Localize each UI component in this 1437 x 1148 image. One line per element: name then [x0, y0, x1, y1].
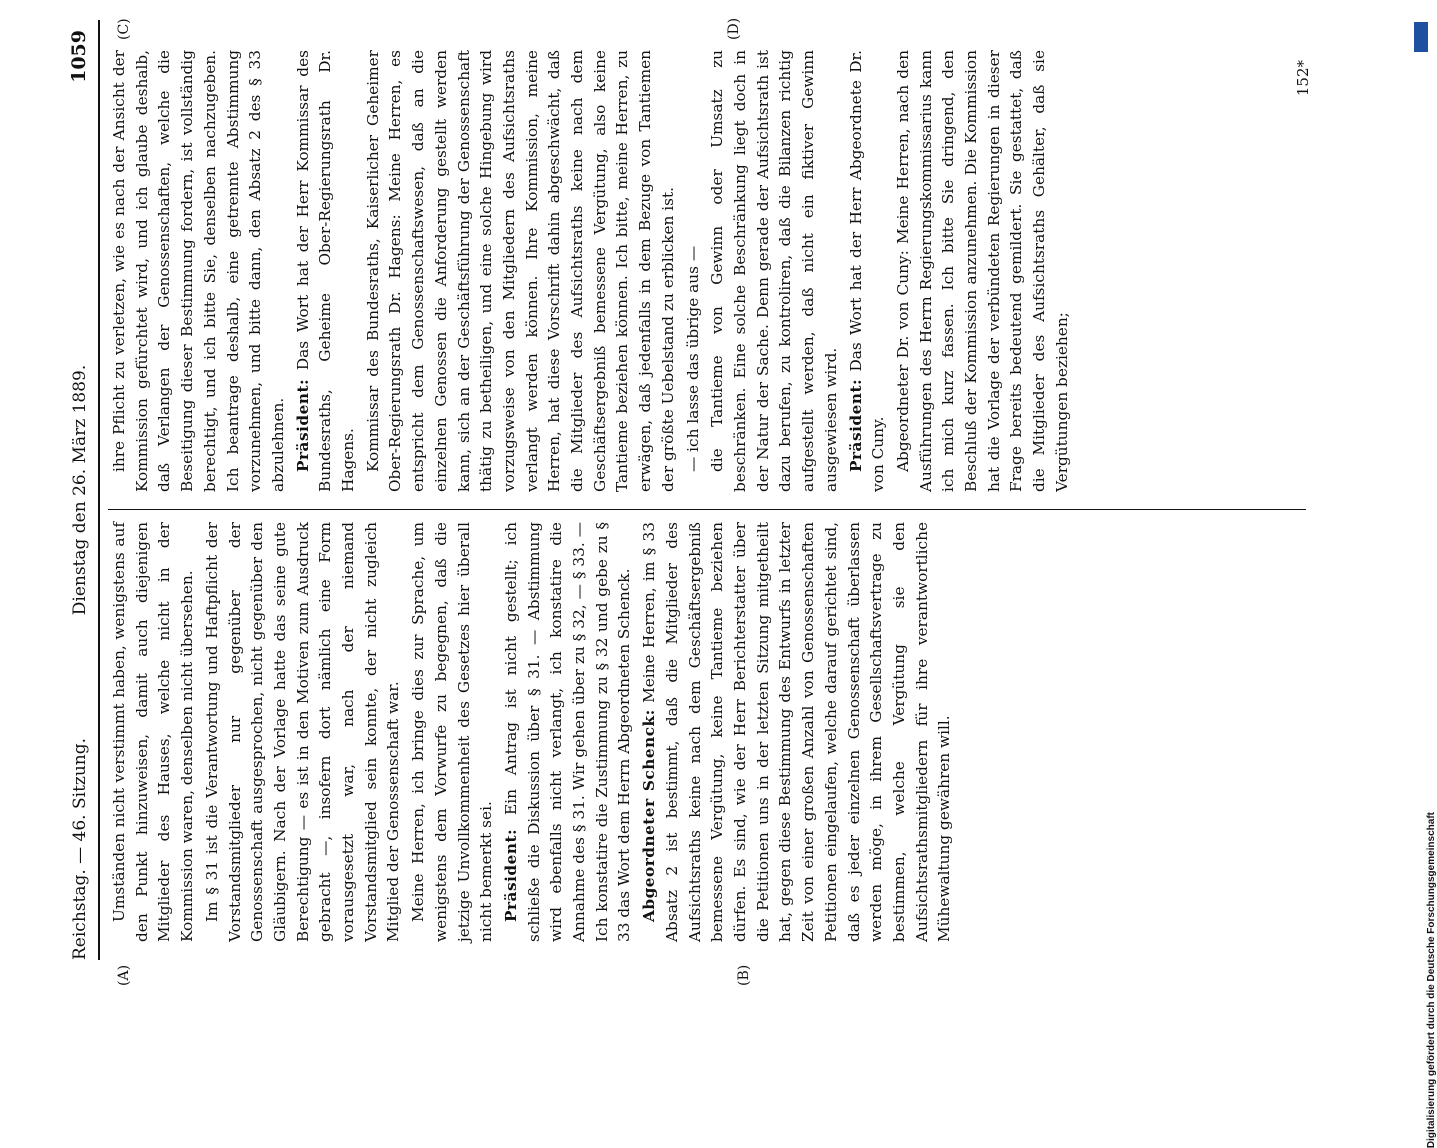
page-number: 1059	[68, 30, 90, 83]
speaker-name: Präsident:	[501, 828, 520, 922]
paragraph-schenck	[638, 522, 956, 942]
right-column	[108, 50, 1076, 492]
margin-marker-a: (A)	[116, 964, 132, 986]
paragraph-cuny	[892, 50, 1074, 492]
speaker-name: Präsident:	[293, 378, 312, 472]
speech-text: Meine Herren, nach den Ausführungen des Herrn Regierungskommissarius kann ich mich kurz fassen. Ich bitte Sie dringend, den Beschluß der Kommission anzunehmen. Die Kommission hat die Vorlage der verbündeten Regierungen in dieser Frage bereits bedeutend gemildert. Sie gestattet, daß die Mitglieder des Aufsichtsraths Gehälter, daß sie Vergütungen beziehen;	[893, 50, 1071, 492]
header-left: Reichstag. — 46. Sitzung.	[70, 737, 90, 960]
speech-text: Das Wort hat der Herr Abgeordnete Dr. von Cuny.	[846, 50, 888, 492]
dfg-credit-text: Digitalisierung gefördert durch die Deutsche Forschungsgemeinschaft	[1426, 812, 1437, 1148]
paragraph: Meine Herren, ich bringe dies zur Sprache, um wenigstens dem Vorwurfe zu begegnen, daß die jetzige Unvollkommenheit des Gesetzes hier überall nicht bemerkt sei.	[409, 522, 496, 942]
paragraph: Umständen nicht verstimmt haben, wenigstens auf den Punkt hinzuweisen, damit auch diejenigen Mitglieder des Hauses, welche nicht in der Kommission waren, denselben nicht übersehen.	[110, 522, 197, 942]
paragraph: die Tantieme von Gewinn oder Umsatz zu beschränken. Eine solche Beschränkung liegt doch in der Natur der Sache. Denn gerade der Aufsichtsrath ist dazu berufen, zu kontroliren, daß die Bilanzen richtig aufgestellt werden, daß nicht ein fiktiver Gewinn ausgewiesen wird.	[708, 50, 840, 492]
footer-signature: 152*	[1294, 60, 1312, 97]
paragraph-president	[845, 50, 890, 492]
margin-marker-b: (B)	[736, 964, 752, 986]
column-divider	[108, 509, 1306, 510]
paragraph-president	[292, 50, 360, 492]
speech-text: Ein Antrag ist nicht gestellt; ich schließe die Diskussion über § 31. — Abstimmung wird ebenfalls nicht verlangt, ich konstatire die Annahme des § 31. Wir gehen über zu § 32, — § 33. — Ich konstatire die Zustimmung zu § 32 und gebe zu § 33 das Wort dem Herrn Abgeordneten Schenck.	[501, 522, 634, 942]
page-header	[64, 20, 100, 960]
paragraph-president	[500, 522, 636, 942]
dfg-logo-icon	[1414, 22, 1428, 52]
speaker-name: Kommissar des Bundesraths, Kaiserlicher Geheimer Ober-Regierungsrath Dr. Hagens:	[363, 50, 405, 492]
speech-text: Meine Herren, es entspricht dem Genossenschaftswesen, daß an die einzelnen Genossen die Anforderung gestellt werden kann, sich an der Geschäftsführung der Genossenschaft thätig zu betheiligen, und eine solche Hingebung wird vorzugsweise von den Mitgliedern des Aufsichtsraths verlangt werden können. Ihre Kommission, meine Herren, hat diese Vorschrift dahin abgeschwächt, daß die Mitglieder des Aufsichtsraths keine nach dem Geschäftsergebniß bemessene Vergütung, also keine Tantieme beziehen können. Ich bitte, meine Herren, zu erwägen, daß jedenfalls in dem Bezuge von Tantiemen der größte Uebelstand zu erblicken ist.	[386, 50, 677, 492]
margin-marker-c: (C)	[116, 18, 132, 40]
paragraph: ihre Pflicht zu verletzen, wie es nach der Ansicht der Kommission gefürchtet wird, und ich glaube deshalb, daß Verlangen der Genossenschaften, welche die Beseitigung dieser Bestimmung fordern, ist vollständig berechtigt, und ich bitte Sie, denselben nachzugeben. Ich beantrage deshalb, eine getrennte Abstimmung vorzunehmen, und bitte dann, den Absatz 2 des § 33 abzulehnen.	[110, 50, 287, 492]
rotated-document-page	[46, 0, 1386, 1000]
speaker-name: Präsident:	[846, 378, 865, 472]
speaker-name: Abgeordneter Dr. von Cuny:	[893, 250, 912, 472]
paragraph-hagens	[362, 50, 680, 492]
dfg-sidebar	[1414, 12, 1437, 1148]
speaker-name: Abgeordneter Schenck:	[640, 709, 659, 922]
header-date: Dienstag den 26. März 1889.	[70, 364, 90, 616]
paragraph: — ich lasse das übrige aus —	[683, 245, 702, 472]
margin-marker-d: (D)	[726, 17, 742, 40]
speech-text: Das Wort hat der Herr Kommissar des Bundesraths, Geheime Ober-Regierungsrath Dr. Hagens.	[293, 50, 358, 492]
speech-text: Meine Herren, im § 33 Absatz 2 ist bestimmt, daß die Mitglieder des Aufsichtsraths keine nach dem Geschäftsergebniß bemessene Vergütung, keine Tantieme beziehen dürfen. Es sind, wie der Herr Berichterstatter über die Petitionen uns in der letzten Sitzung mitgetheilt hat, gegen diese Bestimmung des Entwurfs in letzter Zeit von einer großen Anzahl von Genossenschaften Petitionen eingelaufen, welche darauf gerichtet sind, daß es jeder einzelnen Genossenschaft überlassen werden möge, in ihrem Gesellschaftsvertrage zu bestimmen, welche Vergütung sie den Aufsichtsrathsmitgliedern für ihre verantwortliche Mühewaltung gewähren will.	[640, 522, 954, 942]
left-column	[108, 522, 958, 942]
paragraph: Im § 31 ist die Verantwortung und Haftpflicht der Vorstandsmitglieder nur gegenüber der Genossenschaft ausgesprochen, nicht gegenüber den Gläubigern. Nach der Vorlage hatte das seine gute Berechtigung — es ist in den Motiven zum Ausdruck gebracht —, insofern dort nämlich eine Form vorausgesetzt war, nach der niemand Vorstandsmitglied sein konnte, der nicht zugleich Mitglied der Genossenschaft war.	[202, 522, 403, 942]
